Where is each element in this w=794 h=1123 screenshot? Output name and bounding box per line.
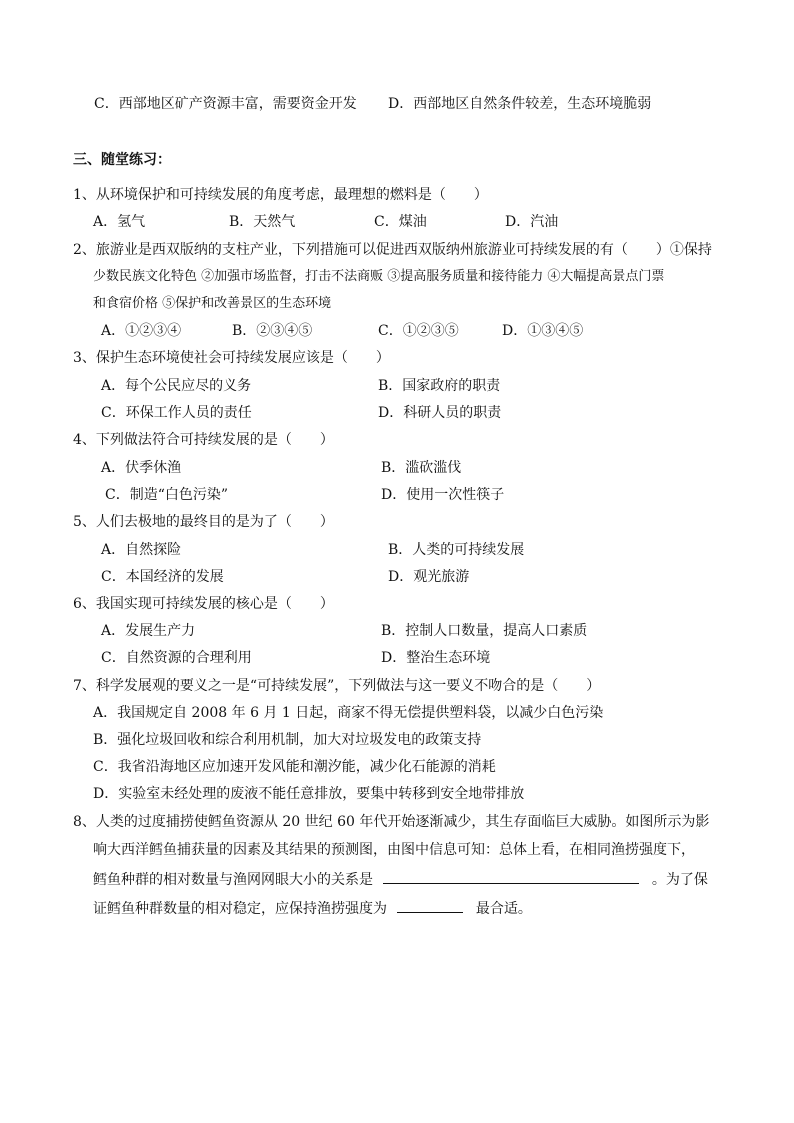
question-6-option-d: D．整治生态环境 bbox=[381, 650, 491, 666]
question-4-option-d: D．使用一次性筷子 bbox=[381, 487, 505, 503]
question-5-option-b: B．人类的可持续发展 bbox=[388, 542, 525, 558]
question-5-option-d: D．观光旅游 bbox=[388, 569, 470, 585]
question-2-option-a: A．①②③④ bbox=[101, 323, 182, 339]
question-2-option-d: D．①③④⑤ bbox=[502, 323, 584, 339]
question-7-option-c: C．我省沿海地区应加速开发风能和潮汐能，减少化石能源的消耗 bbox=[93, 759, 496, 775]
question-8-stem-end: 最合适。 bbox=[475, 901, 532, 917]
question-1-option-d: D．汽油 bbox=[505, 214, 559, 230]
question-8-stem-line-2: 响大西洋鳕鱼捕获量的因素及其结果的预测图，由图中信息可知：总体上看，在相同渔捞强度下， bbox=[93, 842, 695, 858]
question-7-option-d: D．实验室未经处理的废液不能任意排放，要集中转移到安全地带排放 bbox=[93, 786, 525, 802]
question-1-option-b: B．天然气 bbox=[229, 214, 296, 230]
question-5-option-c: C．本国经济的发展 bbox=[101, 569, 224, 585]
section-title: 三、随堂练习： bbox=[73, 152, 171, 168]
question-8-stem-line-1: 8、人类的过度捕捞使鳕鱼资源从 20 世纪 60 年代开始逐渐减少，其生存面临巨大威胁。如图所示为影 bbox=[73, 814, 710, 830]
question-6-option-b: B．控制人口数量，提高人口素质 bbox=[381, 623, 588, 639]
question-6-stem: 6、我国实现可持续发展的核心是（ ） bbox=[73, 596, 334, 612]
question-2-stem-line-3: 和食宿价格 ⑤保护和改善景区的生态环境 bbox=[93, 296, 332, 311]
question-2-option-b: B．②③④⑤ bbox=[232, 323, 313, 339]
question-8-intensity-text: 证鳕鱼种群数量的相对稳定，应保持渔捞强度为 bbox=[93, 901, 387, 917]
question-6-option-c: C．自然资源的合理利用 bbox=[101, 650, 252, 666]
answer-blank-intensity[interactable] bbox=[397, 898, 463, 913]
question-8-stem-line-3 bbox=[93, 869, 708, 890]
answer-blank-relation[interactable] bbox=[383, 869, 639, 884]
question-3-option-b: B．国家政府的职责 bbox=[378, 378, 501, 394]
question-3-option-c: C．环保工作人员的责任 bbox=[101, 405, 252, 421]
question-5-option-a: A．自然探险 bbox=[101, 542, 182, 558]
question-4-option-c: C．制造“白色污染” bbox=[105, 487, 229, 503]
question-2-stem-line-1: 2、旅游业是西双版纳的支柱产业，下列措施可以促进西双版纳州旅游业可持续发展的有（ ）①保持 bbox=[73, 242, 712, 258]
question-3-option-d: D．科研人员的职责 bbox=[378, 405, 502, 421]
question-6-option-a: A．发展生产力 bbox=[101, 623, 196, 639]
question-3-option-a: A．每个公民应尽的义务 bbox=[101, 378, 252, 394]
question-8-stem-continuation: 。为了保 bbox=[651, 872, 708, 888]
question-2-option-c: C．①②③⑤ bbox=[378, 323, 459, 339]
question-7-option-b: B．强化垃圾回收和综合利用机制，加大对垃圾发电的政策支持 bbox=[93, 732, 482, 748]
question-5-stem: 5、人们去极地的最终目的是为了（ ） bbox=[73, 514, 334, 530]
question-8-relation-text: 鳕鱼种群的相对数量与渔网网眼大小的关系是 bbox=[93, 872, 373, 888]
question-3-stem: 3、保护生态环境使社会可持续发展应该是（ ） bbox=[73, 350, 390, 366]
question-4-option-a: A．伏季休渔 bbox=[101, 460, 182, 476]
question-1-option-c: C．煤油 bbox=[374, 214, 427, 230]
prev-option-d: D．西部地区自然条件较差，生态环境脆弱 bbox=[388, 96, 652, 112]
question-8-stem-line-4 bbox=[93, 898, 532, 919]
prev-option-c: C．西部地区矿产资源丰富，需要资金开发 bbox=[94, 96, 357, 112]
question-4-option-b: B．滥砍滥伐 bbox=[381, 460, 462, 476]
question-7-option-a: A．我国规定自 2008 年 6 月 1 日起，商家不得无偿提供塑料袋，以减少白色污染 bbox=[93, 705, 604, 721]
question-1-option-a: A．氢气 bbox=[93, 214, 146, 230]
question-7-stem: 7、科学发展观的要义之一是“可持续发展”，下列做法与这一要义不吻合的是（ ） bbox=[73, 678, 601, 694]
question-4-stem: 4、下列做法符合可持续发展的是（ ） bbox=[73, 432, 334, 448]
question-2-stem-line-2: 少数民族文化特色 ②加强市场监督，打击不法商贩 ③提高服务质量和接待能力 ④大幅提高景点门票 bbox=[93, 269, 665, 284]
question-1-stem: 1、从环境保护和可持续发展的角度考虑，最理想的燃料是（ ） bbox=[73, 187, 488, 203]
